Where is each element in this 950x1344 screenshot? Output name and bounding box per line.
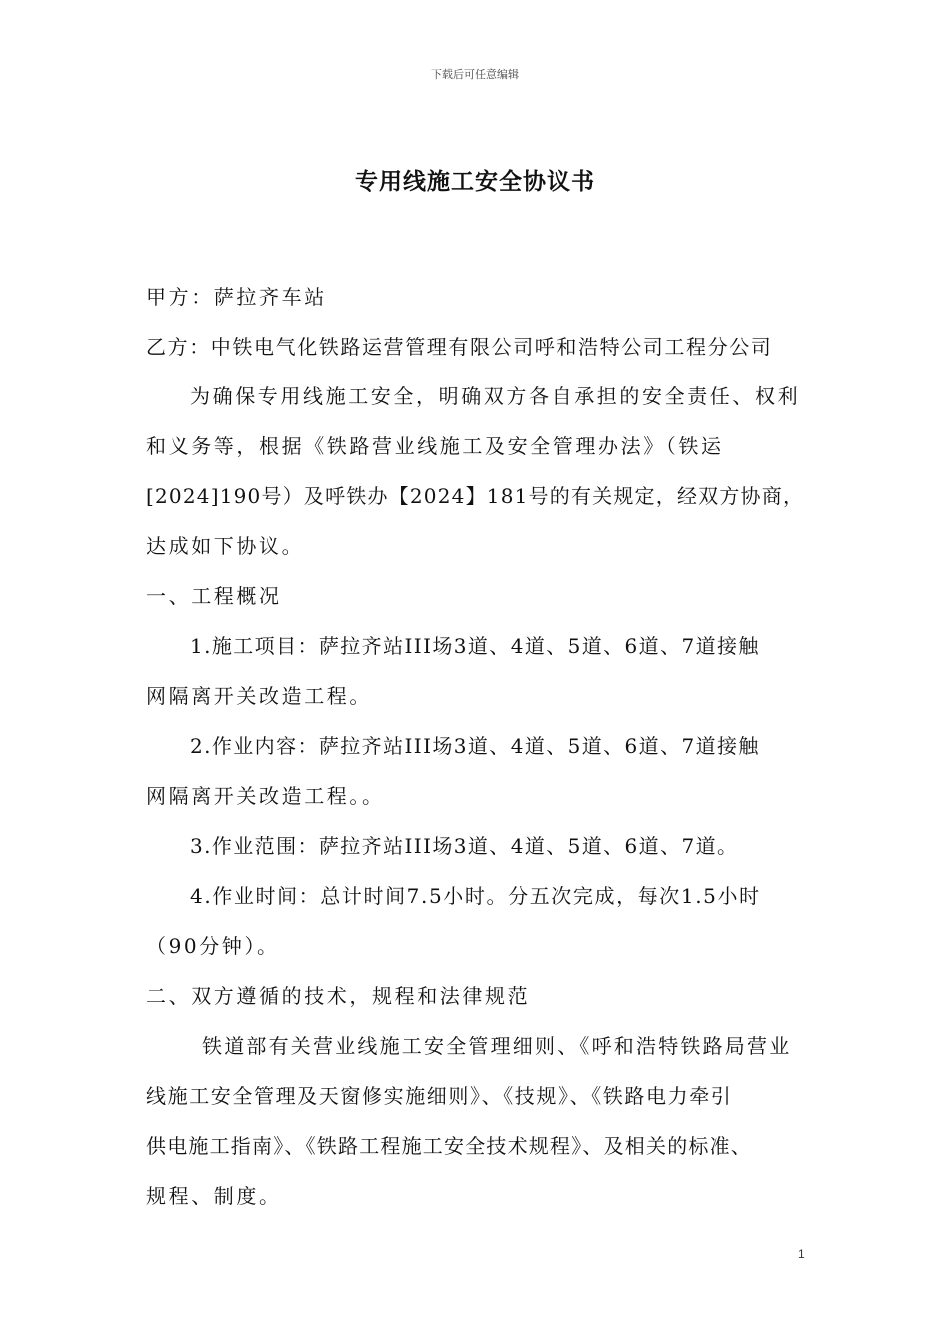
section-2-line-4: 规程、制度。 [146,1184,282,1208]
section-1-line-7: （90分钟）。 [146,934,280,958]
section-2-heading: 二、双方遵循的技术，规程和法律规范 [146,984,531,1008]
section-1-line-2: 网隔离开关改造工程。 [146,684,372,708]
section-1-heading: 一、工程概况 [146,584,282,608]
page-header: 下载后可任意编辑 [431,68,519,81]
document-title: 专用线施工安全协议书 [355,169,595,195]
party-b: 乙方：中铁电气化铁路运营管理有限公司呼和浩特公司工程分公司 [146,335,773,359]
section-1-line-1: 1.施工项目：萨拉齐站III场3道、4道、5道、6道、7道接触 [190,634,760,658]
section-2-line-3: 供电施工指南》、《铁路工程施工安全技术规程》、及相关的标准、 [146,1134,752,1158]
section-2-line-2: 线施工安全管理及天窗修实施细则》、《技规》、《铁路电力牵引 [146,1084,733,1108]
page-number: 1 [798,1247,805,1261]
party-a: 甲方：萨拉齐车站 [146,285,327,309]
section-1-line-5: 3.作业范围：萨拉齐站III场3道、4道、5道、6道、7道。 [190,834,739,858]
section-2-line-1: 铁道部有关营业线施工安全管理细则、《呼和浩特铁路局营业 [202,1034,792,1058]
section-1-line-4: 网隔离开关改造工程。。 [146,784,385,808]
section-1-line-6: 4.作业时间：总计时间7.5小时。分五次完成，每次1.5小时 [190,884,761,908]
intro-line-3: [2024]190号）及呼铁办【2024】181号的有关规定，经双方协商， [146,484,805,508]
section-1-line-3: 2.作业内容：萨拉齐站III场3道、4道、5道、6道、7道接触 [190,734,760,758]
intro-line-4: 达成如下协议。 [146,534,305,558]
intro-line-1: 为确保专用线施工安全，明确双方各自承担的安全责任、权利 [190,384,801,408]
intro-line-2: 和义务等，根据《铁路营业线施工及安全管理办法》（铁运 [146,434,724,458]
